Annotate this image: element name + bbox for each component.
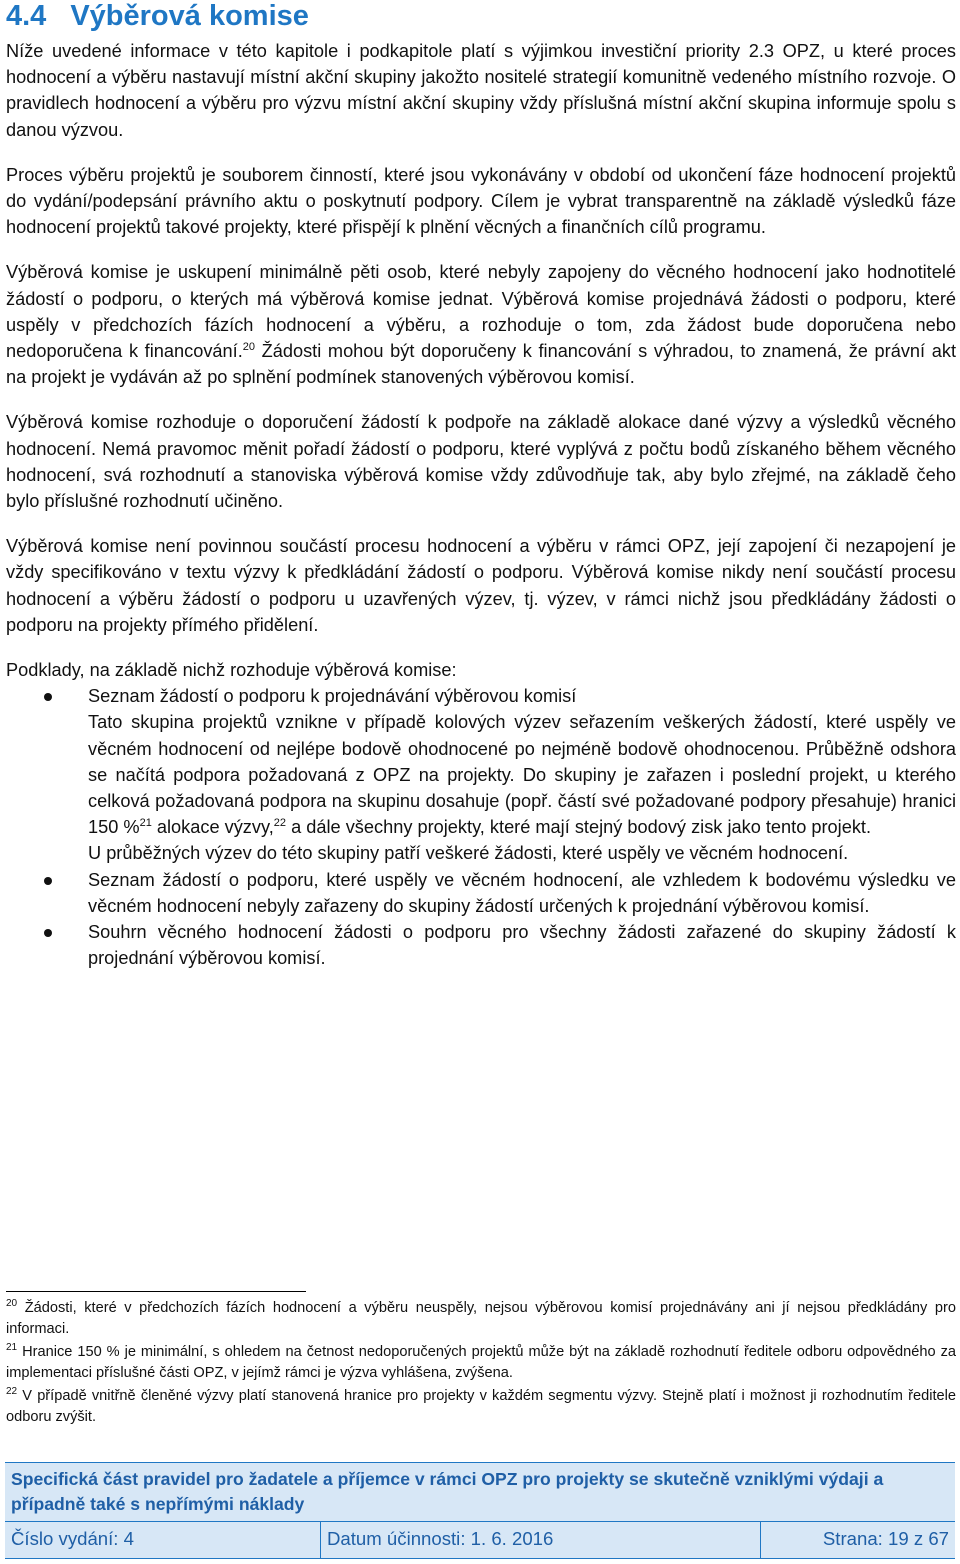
description-text: Tato skupina projektů vznikne v případě kolových výzev seřazením veškerých žádostí, které uspěly ve věcném hodnocení od nejlépe bodově ohodnocené po nejméně bodově ohodnocenou. Průběžně odshora se načítá podpora požadovaná z OPZ na projekty. Do skupiny je zařazen i poslední projekt, u kterého celková požadovaná podpora na skupinu dosahuje (popř. částí své požadované podpory přesahuje) hranici 150 % — [88, 712, 956, 838]
body-text — [6, 38, 956, 972]
paragraph-text: Žádosti mohou být doporučeny k financování s výhradou, to znamená, že právní akt na projekt je vydáván až po splnění podmínek stanovených výběrovou komisí. — [6, 341, 956, 388]
footnote-number: 22 — [6, 1386, 18, 1398]
footnote-ref[interactable]: 21 — [139, 817, 152, 830]
list-item — [6, 867, 956, 919]
description-text: alokace výzvy, — [151, 817, 274, 838]
list-item-description — [88, 709, 956, 840]
list-item-description: U průběžných výzev do této skupiny patří veškeré žádosti, které uspěly ve věcném hodnocení. — [88, 843, 849, 864]
list-item-text: Souhrn věcného hodnocení žádosti o podporu pro všechny žádosti zařazené do skupiny žádostí k projednání výběrovou komisí. — [88, 922, 956, 969]
footnote-ref[interactable]: 20 — [242, 340, 255, 353]
section-heading — [6, 0, 309, 33]
paragraph: Výběrová komise rozhoduje o doporučení žádostí k podpoře na základě alokace dané výzvy a výsledků věcného hodnocení. Nemá pravomoc měnit pořadí žádostí o podporu, které vyplývá z počtu bodů získaného během věcného hodnocení, svá rozhodnutí a stanoviska výběrová komise vždy zdůvodňuje tak, aby bylo zřejmé, na základě čeho bylo příslušné rozhodnutí učiněno. — [6, 412, 956, 512]
paragraph: Výběrová komise není povinnou součástí procesu hodnocení a výběru v rámci OPZ, její zapojení či nezapojení je vždy specifikováno v textu výzvy k předkládání žádostí o podporu. Výběrová komise nikdy není součástí procesu hodnocení a výběru žádostí o podporu u uzavřených výzev, tj. výzev, v rámci nichž jsou předkládány žádosti o podporu na projekty přímého přidělení. — [6, 536, 956, 635]
footnotes — [6, 1298, 956, 1431]
footnote-number: 20 — [6, 1298, 18, 1310]
footnote-separator — [6, 1291, 306, 1292]
list-item — [6, 919, 956, 971]
footnote — [6, 1298, 956, 1339]
footer-document-title: Specifická část pravidel pro žadatele a příjemce v rámci OPZ pro projekty se skutečně vzniklými výdaji a případně také s nepřímými náklady — [5, 1463, 955, 1521]
bullet-icon — [44, 693, 52, 701]
paragraph — [6, 259, 956, 390]
footnote-text: Žádosti, které v předchozích fázích hodnocení a výběru neuspěly, nejsou výběrovou komisí projednávány ani jí nejsou předkládány pro informaci. — [6, 1300, 957, 1337]
footnote-number: 21 — [6, 1342, 18, 1354]
section-title: Výběrová komise — [70, 0, 309, 32]
list-item — [6, 683, 956, 866]
section-number: 4.4 — [6, 0, 47, 32]
footnote-text: Hranice 150 % je minimální, s ohledem na četnost nedoporučených projektů může být na základě rozhodnutí ředitele odboru odpovědného za implementaci příslušné části OPZ, v jejímž rámci je výzva vyhlášena, zvýšena. — [6, 1344, 957, 1381]
footnote-text: V případě vnitřně členěné výzvy platí stanovená hranice pro projekty v každém segmentu výzvy. Stejně platí i možnost ji rozhodnutím ředitele odboru zvýšit. — [6, 1388, 956, 1425]
footer-issue-number: Číslo vydání: 4 — [5, 1522, 321, 1558]
description-text: a dále všechny projekty, které mají stejný bodový zisk jako tento projekt. — [286, 817, 872, 838]
footnote-ref[interactable]: 22 — [273, 817, 287, 830]
page-footer — [5, 1462, 955, 1561]
list-intro: Podklady, na základě nichž rozhoduje výběrová komise: — [6, 660, 457, 681]
footer-page-number: Strana: 19 z 67 — [761, 1522, 955, 1558]
footnote — [6, 1342, 956, 1383]
footnote — [6, 1386, 956, 1427]
footer-info-row — [5, 1521, 955, 1559]
paragraph: Proces výběru projektů je souborem činností, které jsou vykonávány v období od ukončení fáze hodnocení projektů do vydání/podepsání právního aktu o poskytnutí podpory. Cílem je vybrat transparentně na základě výsledků fáze hodnocení projektů takové projekty, které přispějí k plnění věcných a finančních cílů programu. — [6, 164, 956, 238]
footer-effective-date: Datum účinnosti: 1. 6. 2016 — [321, 1522, 761, 1558]
bullet-icon — [44, 877, 52, 885]
paragraph-text: Výběrová komise je uskupení minimálně pěti osob, které nebyly zapojeny do věcného hodnocení jako hodnotitelé žádostí o podporu, o kterých má výběrová komise jednat. Výběrová komise projednává žádosti o podporu, které uspěly v předchozích fázích hodnocení a výběru, a rozhoduje o tom, zda žádost bude doporučena nebo nedoporučena k financování. — [6, 262, 956, 362]
paragraph: Níže uvedené informace v této kapitole i podkapitole platí s výjimkou investiční priority 2.3 OPZ, u které proces hodnocení a výběru nastavují místní akční skupiny jakožto nositelé strategií komunitně vedeného místního rozvoje. O pravidlech hodnocení a výběru pro výzvu místní akční skupiny vždy příslušná místní akční skupina informuje spolu s danou výzvou. — [6, 41, 956, 140]
list-item-text: Seznam žádostí o podporu, které uspěly ve věcném hodnocení, ale vzhledem k bodovému výsledku ve věcném hodnocení nebyly zařazeny do skupiny žádostí určených k projednání výběrovou komisí. — [88, 869, 956, 916]
list-item-title: Seznam žádostí o podporu k projednávání výběrovou komisí — [88, 686, 577, 707]
bullet-icon — [44, 929, 52, 937]
bullet-list — [6, 683, 956, 971]
